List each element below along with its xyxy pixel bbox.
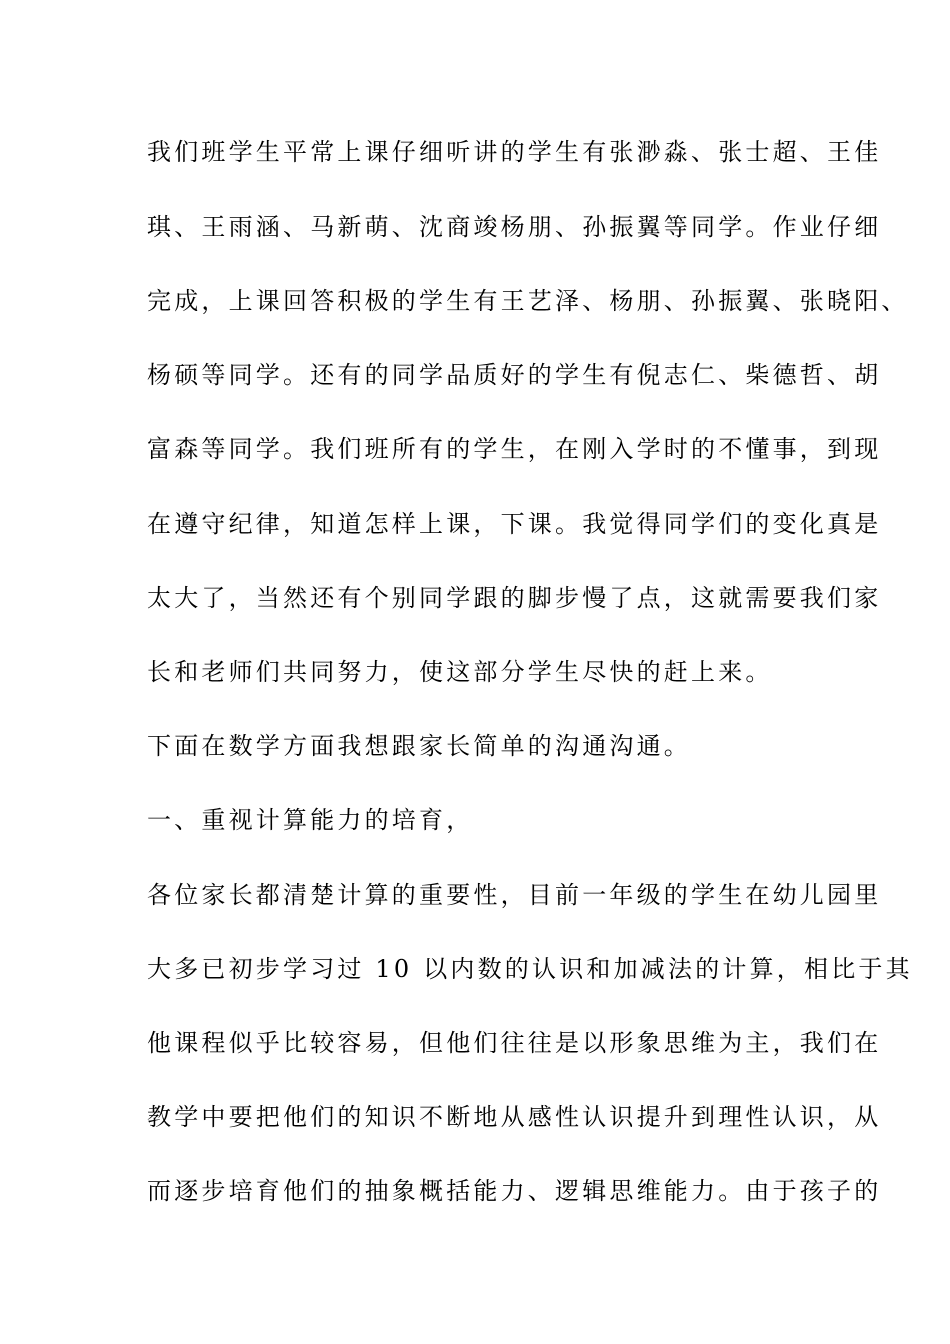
text-line: 长和老师们共同努力，使这部分学生尽快的赶上来。	[147, 658, 773, 686]
text-line: 各位家长都清楚计算的重要性，目前一年级的学生在幼儿园里	[147, 881, 882, 909]
text-line: 杨硕等同学。还有的同学品质好的学生有倪志仁、柴德哲、胡	[147, 361, 882, 389]
text-line: 富森等同学。我们班所有的学生，在刚入学时的不懂事，到现	[147, 435, 882, 463]
text-line: 在遵守纪律，知道怎样上课，下课。我觉得同学们的变化真是	[147, 510, 882, 538]
text-line: 完成，上课回答积极的学生有王艺泽、杨朋、孙振翼、张晓阳、	[147, 287, 909, 315]
text-line: 而逐步培育他们的抽象概括能力、逻辑思维能力。由于孩子的	[147, 1177, 882, 1205]
section-heading: 一、重视计算能力的培育，	[147, 806, 474, 834]
text-line: 琪、王雨涵、马新萌、沈商竣杨朋、孙振翼等同学。作业仔细	[147, 213, 882, 241]
text-line: 大多已初步学习过 10 以内数的认识和加减法的计算，相比于其	[147, 955, 913, 983]
text-line: 下面在数学方面我想跟家长简单的沟通沟通。	[147, 732, 691, 760]
text-line: 我们班学生平常上课仔细听讲的学生有张渺淼、张士超、王佳	[147, 138, 882, 166]
text-line: 太大了，当然还有个别同学跟的脚步慢了点，这就需要我们家	[147, 584, 882, 612]
text-line: 他课程似乎比较容易，但他们往往是以形象思维为主，我们在	[147, 1029, 882, 1057]
text-line: 教学中要把他们的知识不断地从感性认识提升到理性认识，从	[147, 1103, 882, 1131]
